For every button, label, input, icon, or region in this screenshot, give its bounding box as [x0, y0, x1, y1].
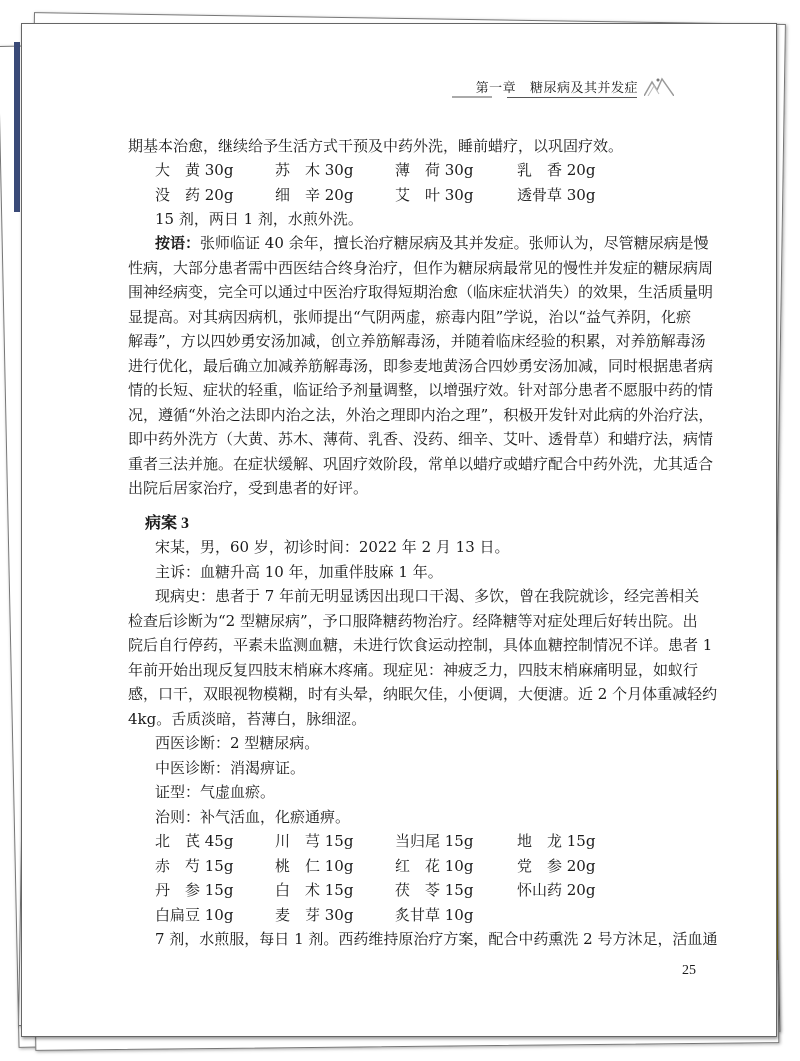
case-body	[128, 535, 718, 829]
commentary	[128, 231, 714, 501]
history	[128, 584, 718, 731]
patient-intro: 宋某，男，60 岁，初诊时间：2022 年 2 月 13 日。	[155, 538, 510, 556]
herb-item: 乳 香 20g	[517, 161, 596, 179]
syndrome-type: 证型：气虚血瘀。	[155, 783, 276, 801]
herb-item: 当归尾 15g	[395, 832, 474, 850]
text-line: 检查后诊断为“2 型糖尿病”，予口服降糖药物治疗。经降糖等对症处理后好转出院。出	[128, 611, 698, 630]
page-number: 25	[682, 963, 696, 978]
text-span: 张师临证 40 余年，擅长治疗糖尿病及其并发症。张师认为，尽管糖尿病是慢	[200, 234, 709, 252]
text-line: 况，遵循“外治之法即内治之法，外治之理即内治之理”，积极开发针对此病的外治疗法，	[128, 405, 714, 424]
tcm-diagnosis: 中医诊断：消渴痹证。	[155, 758, 306, 777]
dosage-text: 7 剂，水煎服，每日 1 剂。西药维持原治疗方案，配合中药熏洗 2 号方沐足，活血通	[155, 930, 718, 948]
text-line: 情的长短、症状的轻重，临证给予剂量调整，以增强疗效。针对部分患者不愿服中药的情	[128, 381, 714, 399]
commentary-label: 按语：	[155, 234, 201, 252]
herb-item: 薄 荷 30g	[395, 161, 474, 179]
text-line: 解毒”，方以四妙勇安汤加减，创立养筋解毒汤，并随着临床经验的积累，对养筋解毒汤	[128, 332, 706, 350]
herb-item: 麦 芽 30g	[275, 905, 354, 924]
herb-item: 白 术 15g	[275, 881, 354, 899]
text-line: 现病史：患者于 7 年前无明显诱因出现口干渴、多饮，曾在我院就诊，经完善相关	[155, 587, 700, 605]
text-line: 年前开始出现反复四肢末梢麻木疼痛。现症见：神疲乏力，四肢末梢麻痛明显，如蚁行	[128, 660, 699, 679]
mountain-logo-icon	[644, 76, 674, 96]
chapter-title: 第一章 糖尿病及其并发症	[475, 81, 638, 96]
herb-item: 怀山药 20g	[517, 881, 596, 899]
text-line: 显提高。对其病因病机，张师提出“气阴两虚，瘀毒内阻”学说，治以“益气养阴，化瘀	[128, 307, 692, 326]
herb-item: 炙甘草 10g	[395, 905, 474, 924]
herb-item: 党 参 20g	[517, 856, 596, 875]
herb-item: 地 龙 15g	[517, 832, 596, 850]
paragraph	[128, 207, 675, 232]
text-line: 院后自行停药，平素未监测血糖，未进行饮食运动控制，具体血糖控制情况不详。患者 1	[128, 636, 713, 654]
text-line: 性病，大部分患者需中西医结合终身治疗，但作为糖尿病最常见的慢性并发症的糖尿病周	[128, 258, 714, 277]
text-line: 出院后居家治疗，受到患者的好评。	[128, 479, 369, 497]
herb-item: 赤 芍 15g	[155, 856, 234, 875]
header-rule	[452, 96, 492, 98]
herb-item: 红 花 10g	[395, 856, 474, 875]
herb-item: 透骨草 30g	[517, 185, 596, 204]
paragraph	[128, 134, 675, 159]
herb-item: 没 药 20g	[155, 185, 234, 204]
herb-item: 川 芎 15g	[275, 832, 354, 850]
herb-item: 细 辛 20g	[275, 185, 354, 204]
herb-item: 北 芪 45g	[155, 832, 234, 850]
text-line: 4kg。舌质淡暗，苔薄白，脉细涩。	[128, 709, 367, 728]
herb-item: 丹 参 15g	[155, 881, 234, 899]
text-line: 即中药外洗方（大黄、苏木、薄荷、乳香、没药、细辛、艾叶、透骨草）和蜡疗法，病情	[128, 430, 714, 448]
herb-item: 大 黄 30g	[155, 161, 234, 179]
western-diagnosis: 西医诊断：2 型糖尿病。	[155, 734, 320, 752]
paragraph	[128, 927, 718, 952]
chief-complaint: 主诉：血糖升高 10 年，加重伴肢麻 1 年。	[155, 562, 443, 581]
text-line: 感，口干，双眼视物模糊，时有头晕，纳眠欠佳，小便调，大便溏。近 2 个月体重减轻约	[128, 685, 718, 703]
text-line: 进行优化，最后确立加减养筋解毒汤，即参麦地黄汤合四妙勇安汤加减，同时根据患者病	[128, 356, 714, 375]
herb-item: 苏 木 30g	[275, 161, 354, 179]
herb-item: 艾 叶 30g	[395, 185, 474, 204]
treatment-principle: 治则：补气活血，化瘀通痹。	[155, 807, 351, 826]
text-line: 围神经病变，完全可以通过中医治疗取得短期治愈（临床症状消失）的效果，生活质量明	[128, 283, 714, 301]
header-rule	[507, 97, 637, 98]
text-line	[128, 231, 709, 256]
dosage-text: 15 剂，两日 1 剂，水煎外洗。	[155, 210, 363, 228]
herb-item: 白扁豆 10g	[155, 905, 234, 924]
page-edge-color	[14, 42, 20, 212]
text-line: 期基本治愈，继续给予生活方式干预及中药外洗，睡前蜡疗，以巩固疗效。	[128, 137, 624, 155]
herb-item: 桃 仁 10g	[275, 856, 354, 875]
text-line: 重者三法并施。在症状缓解、巩固疗效阶段，常单以蜡疗或蜡疗配合中药外洗，尤其适合	[128, 454, 714, 473]
case-title: 病案 3	[145, 515, 190, 532]
running-header	[452, 74, 674, 100]
herb-item: 茯 苓 15g	[395, 881, 474, 899]
